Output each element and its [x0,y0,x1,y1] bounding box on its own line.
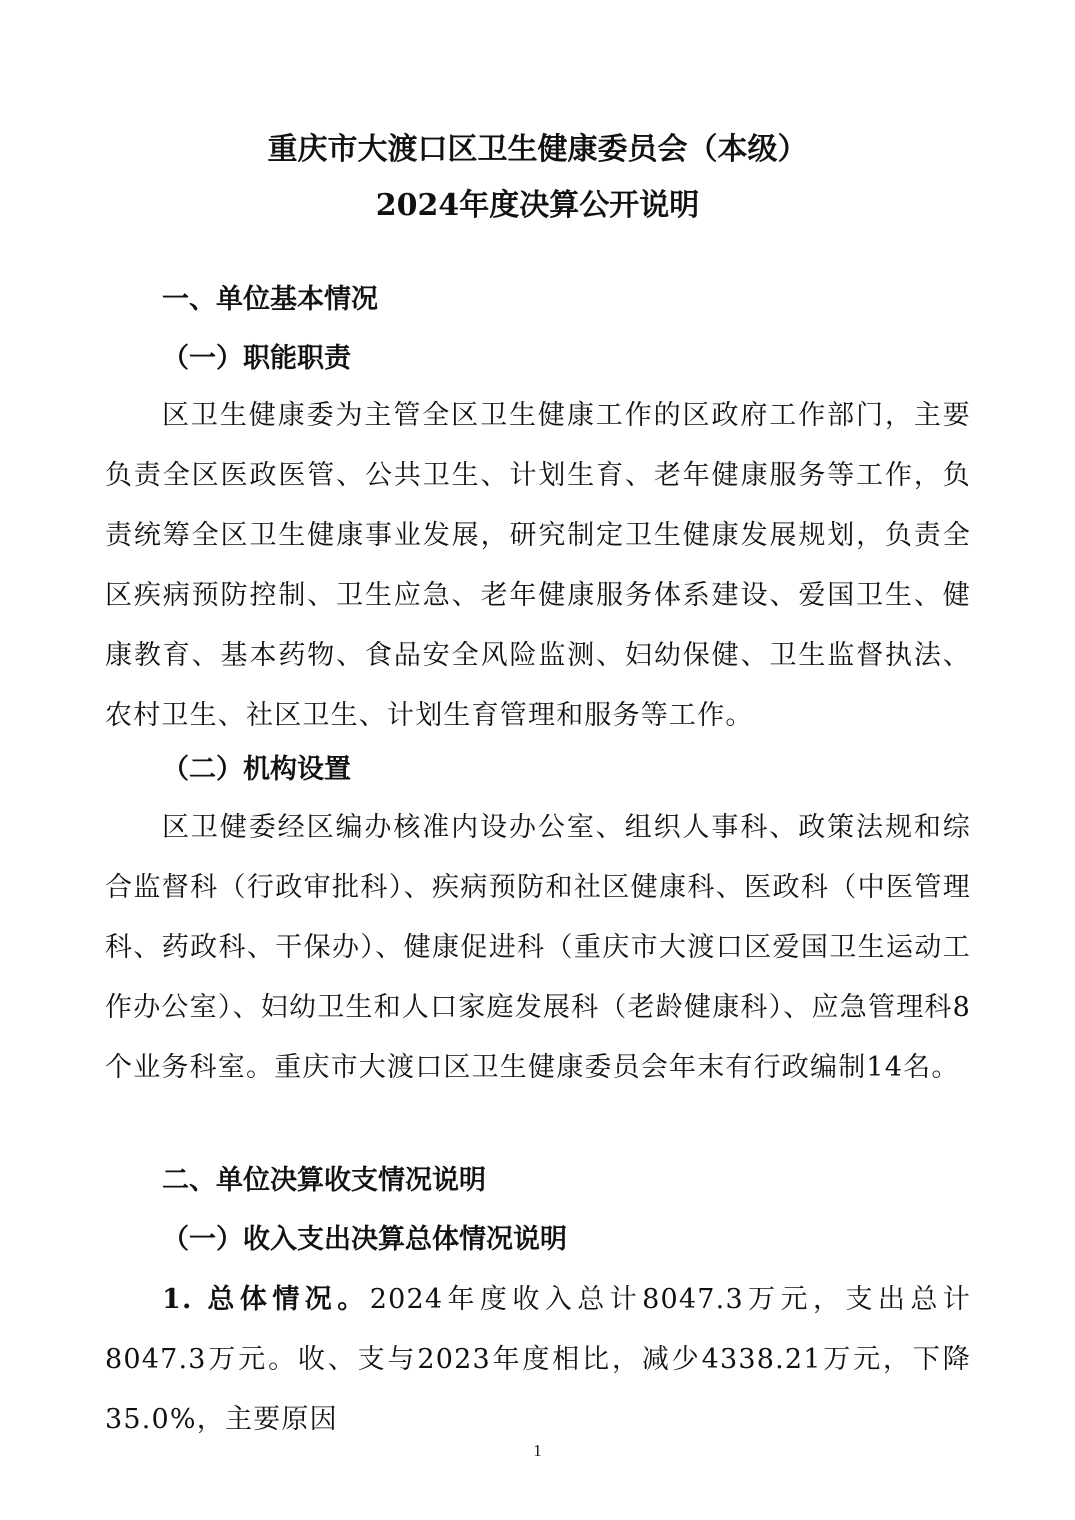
section-1-sub-1-heading: （一）职能职责 [162,343,351,374]
section-2-item-1-body: 2024年度收入总计8047.3万元，支出总计8047.3万元。收、支与2023年度相比，减少4338.21万元，下降35.0%，主要原因 [105,1284,971,1435]
document-title-line-1: 重庆市大渡口区卫生健康委员会（本级） [267,132,808,167]
page-number: 1 [533,1441,542,1460]
section-2-heading: 二、单位决算收支情况说明 [162,1165,486,1196]
section-1-sub-2-heading: （二）机构设置 [162,754,351,785]
section-2-item-1-lead: 1. 总体情况。 [162,1284,370,1315]
document-title-line-2: 2024年度决算公开说明 [375,188,700,223]
section-1-heading: 一、单位基本情况 [162,284,378,315]
section-2-item-1-paragraph [105,1270,971,1450]
section-1-sub-1-body: 区卫生健康委为主管全区卫生健康工作的区政府工作部门，主要负责全区医政医管、公共卫生、计划生育、老年健康服务等工作，负责统筹全区卫生健康事业发展，研究制定卫生健康发展规划，负责全区疾病预防控制、卫生应急、老年健康服务体系建设、爱国卫生、健康教育、基本药物、食品安全风险监测、妇幼保健、卫生监督执法、农村卫生、社区卫生、计划生育管理和服务等工作。 [105,400,971,731]
section-1-sub-2-body: 区卫健委经区编办核准内设办公室、组织人事科、政策法规和综合监督科（行政审批科）、疾病预防和社区健康科、医政科（中医管理科、药政科、干保办）、健康促进科（重庆市大渡口区爱国卫生运动工作办公室）、妇幼卫生和人口家庭发展科（老龄健康科）、应急管理科8个业务科室。重庆市大渡口区卫生健康委员会年末有行政编制14名。 [105,812,971,1083]
section-2-sub-1-heading: （一）收入支出决算总体情况说明 [162,1224,567,1255]
